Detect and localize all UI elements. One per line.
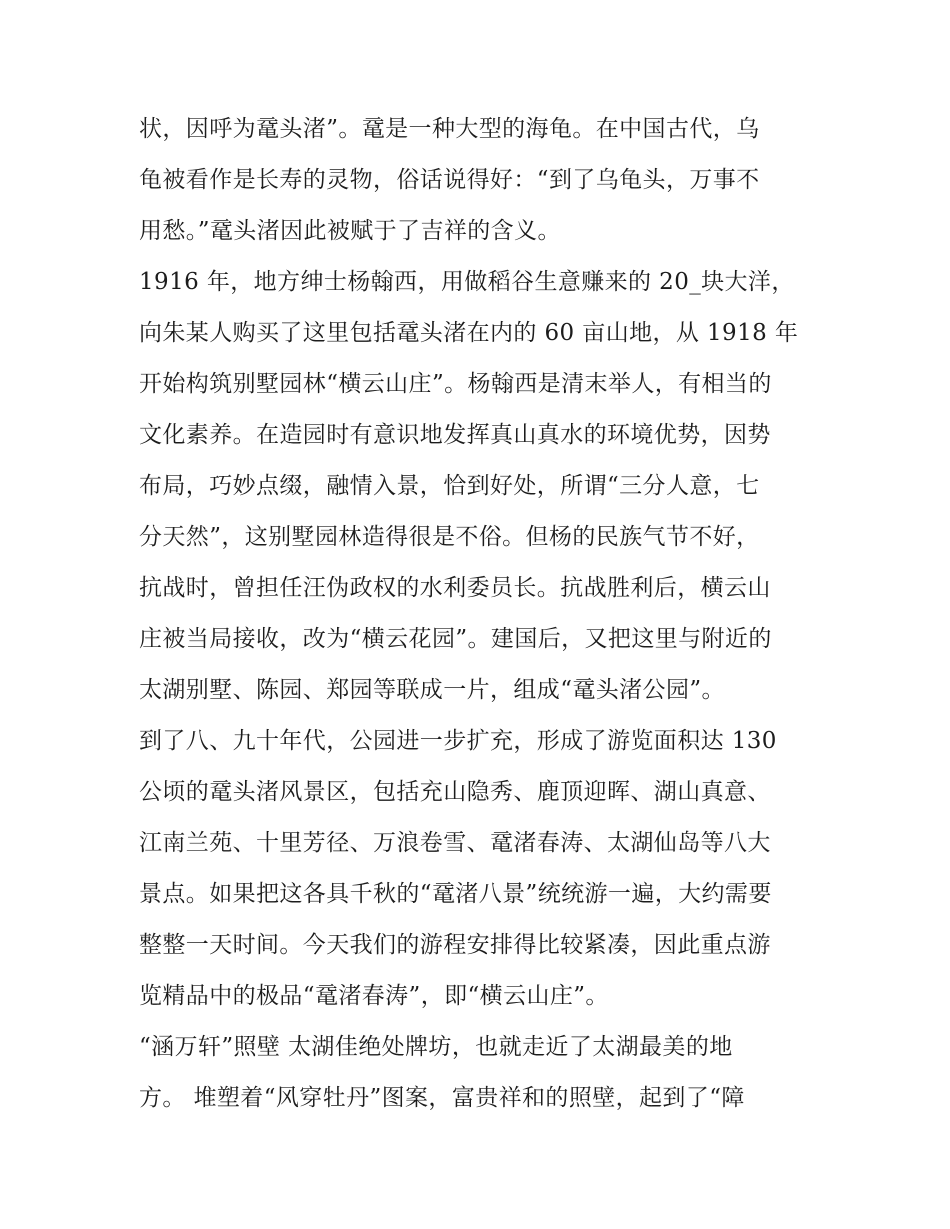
text-line: 用愁。”鼋头渚因此被赋于了吉祥的含义。 <box>139 218 561 244</box>
text-line: 向朱某人购买了这里包括鼋头渚在内的 60 亩山地，从 1918 年 <box>139 320 799 346</box>
text-line: 公顷的鼋头渚风景区，包括充山隐秀、鹿顶迎晖、湖山真意、 <box>139 779 771 805</box>
text-line: 1916 年，地方绅士杨翰西，用做稻谷生意赚来的 20_块大洋， <box>139 269 795 295</box>
text-line: 庄被当局接收，改为“横云花园”。建国后，又把这里与附近的 <box>139 626 772 652</box>
text-line: 抗战时，曾担任汪伪政权的水利委员长。抗战胜利后，横云山 <box>139 575 771 601</box>
text-line: 分天然”，这别墅园林造得很是不俗。但杨的民族气节不好， <box>139 524 760 550</box>
text-line: 景点。如果把这各具千秋的“鼋渚八景”统统游一遍，大约需要 <box>139 881 772 907</box>
text-line: 览精品中的极品“鼋渚春涛”，即“横云山庄”。 <box>139 983 609 1009</box>
text-line: 方。 堆塑着“风穿牡丹”图案，富贵祥和的照壁，起到了“障 <box>139 1085 745 1111</box>
text-line: 布局，巧妙点缀，融情入景，恰到好处，所谓“三分人意，七 <box>139 473 760 499</box>
text-line: “涵万轩”照壁 太湖佳绝处牌坊，也就走近了太湖最美的地 <box>139 1034 733 1060</box>
document-body <box>139 104 819 1124</box>
text-line: 太湖别墅、陈园、郑园等联成一片，组成“鼋头渚公园”。 <box>139 677 725 703</box>
text-line: 江南兰苑、十里芳径、万浪卷雪、鼋渚春涛、太湖仙岛等八大 <box>139 830 771 856</box>
text-line: 文化素养。在造园时有意识地发挥真山真水的环境优势，因势 <box>139 422 771 448</box>
text-line: 整整一天时间。今天我们的游程安排得比较紧凑，因此重点游 <box>139 932 771 958</box>
text-line: 龟被看作是长寿的灵物，俗话说得好：“到了乌龟头，万事不 <box>139 167 760 193</box>
text-line: 状，因呼为鼋头渚”。鼋是一种大型的海龟。在中国古代，乌 <box>139 116 760 142</box>
text-line: 到了八、九十年代，公园进一步扩充，形成了游览面积达 130 <box>139 728 777 754</box>
text-line: 开始构筑别墅园林“横云山庄”。杨翰西是清末举人，有相当的 <box>139 371 772 397</box>
